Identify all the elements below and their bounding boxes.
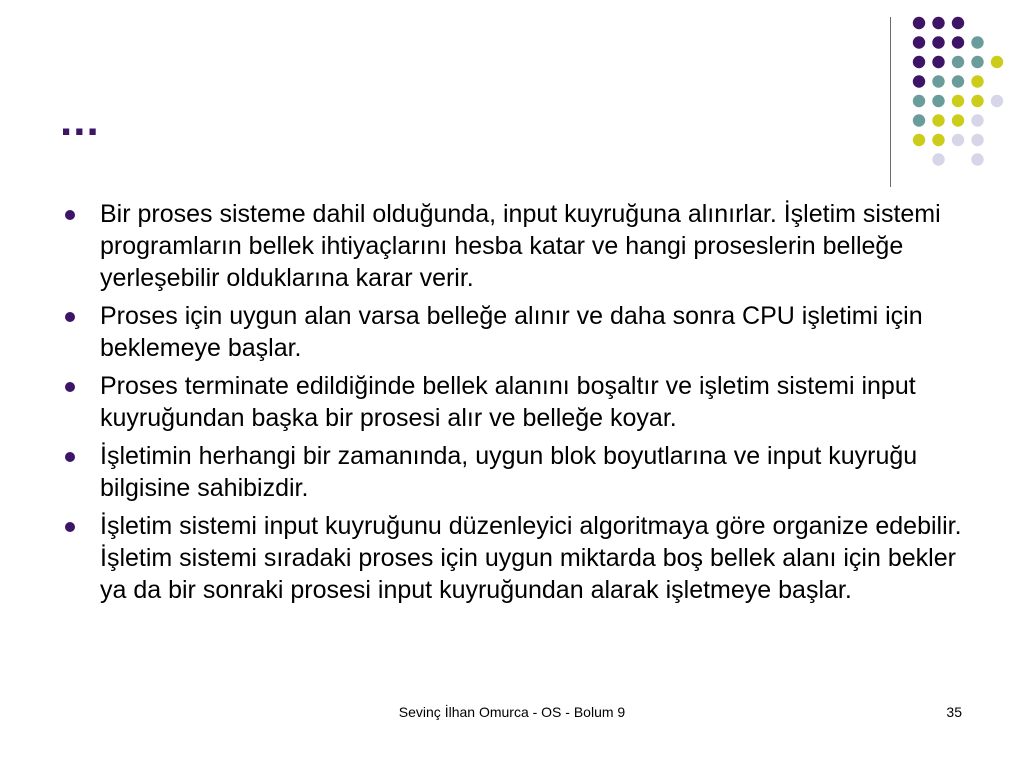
bullet-item bbox=[62, 300, 972, 364]
bullet-item bbox=[62, 510, 972, 606]
decorative-dot bbox=[971, 153, 983, 165]
decorative-dot bbox=[952, 17, 964, 29]
decorative-dot bbox=[932, 17, 944, 29]
decorative-dot bbox=[971, 75, 983, 87]
decorative-dot bbox=[991, 95, 1003, 107]
decorative-dot bbox=[952, 134, 964, 146]
decorative-dot bbox=[971, 134, 983, 146]
bullet-text: Proses terminate edildiğinde bellek alanını boşaltır ve işletim sistemi input kuyruğundan başka bir prosesi alır ve belleğe koyar. bbox=[100, 372, 916, 432]
decorative-dot bbox=[952, 36, 964, 48]
bullet-list bbox=[62, 198, 972, 612]
decorative-dot bbox=[913, 95, 925, 107]
decorative-dot bbox=[971, 114, 983, 126]
decorative-dot bbox=[971, 56, 983, 68]
decorative-dot bbox=[971, 36, 983, 48]
decorative-dot bbox=[932, 95, 944, 107]
bullet-item bbox=[62, 370, 972, 434]
page-number: 35 bbox=[946, 704, 962, 720]
bullet-item bbox=[62, 198, 972, 294]
decorative-dot bbox=[991, 56, 1003, 68]
decorative-dot bbox=[932, 153, 944, 165]
bullet-icon bbox=[65, 522, 75, 532]
decorative-dot-grid bbox=[0, 0, 1024, 200]
bullet-item bbox=[62, 440, 972, 504]
bullet-text: Proses için uygun alan varsa belleğe alınır ve daha sonra CPU işletimi için beklemeye başlar. bbox=[100, 302, 923, 362]
decorative-dot bbox=[932, 36, 944, 48]
bullet-icon bbox=[65, 312, 75, 322]
bullet-icon bbox=[65, 382, 75, 392]
decorative-dot bbox=[932, 114, 944, 126]
decorative-dot bbox=[971, 95, 983, 107]
decorative-dot bbox=[952, 56, 964, 68]
divider-line bbox=[890, 17, 891, 187]
decorative-dot bbox=[913, 17, 925, 29]
decorative-dot bbox=[952, 95, 964, 107]
footer-text: Sevinç İlhan Omurca - OS - Bolum 9 bbox=[398, 704, 626, 720]
bullet-text: İşletim sistemi input kuyruğunu düzenleyici algoritmaya göre organize edebilir. İşletim sistemi sıradaki proses için uygun miktarda boş bellek alanı için bekler ya da bir sonraki prosesi input kuyruğundan alarak işletmeye başlar. bbox=[100, 512, 962, 604]
bullet-text: İşletimin herhangi bir zamanında, uygun blok boyutlarına ve input kuyruğu bilgisine sahibizdir. bbox=[100, 442, 918, 502]
bullet-icon bbox=[65, 210, 75, 220]
bullet-text: Bir proses sisteme dahil olduğunda, input kuyruğuna alınırlar. İşletim sistemi programların bellek ihtiyaçlarını hesba katar ve hangi proseslerin belleğe yerleşebilir olduklarına karar verir. bbox=[100, 200, 941, 292]
decorative-dot bbox=[952, 75, 964, 87]
decorative-dot bbox=[913, 134, 925, 146]
decorative-dot bbox=[913, 56, 925, 68]
decorative-dot bbox=[913, 75, 925, 87]
decorative-dot bbox=[913, 114, 925, 126]
decorative-dot bbox=[932, 134, 944, 146]
decorative-dot bbox=[932, 56, 944, 68]
decorative-dot bbox=[932, 75, 944, 87]
decorative-dot bbox=[952, 114, 964, 126]
decorative-dot bbox=[913, 36, 925, 48]
slide-title: ... bbox=[60, 96, 100, 145]
bullet-icon bbox=[65, 452, 75, 462]
